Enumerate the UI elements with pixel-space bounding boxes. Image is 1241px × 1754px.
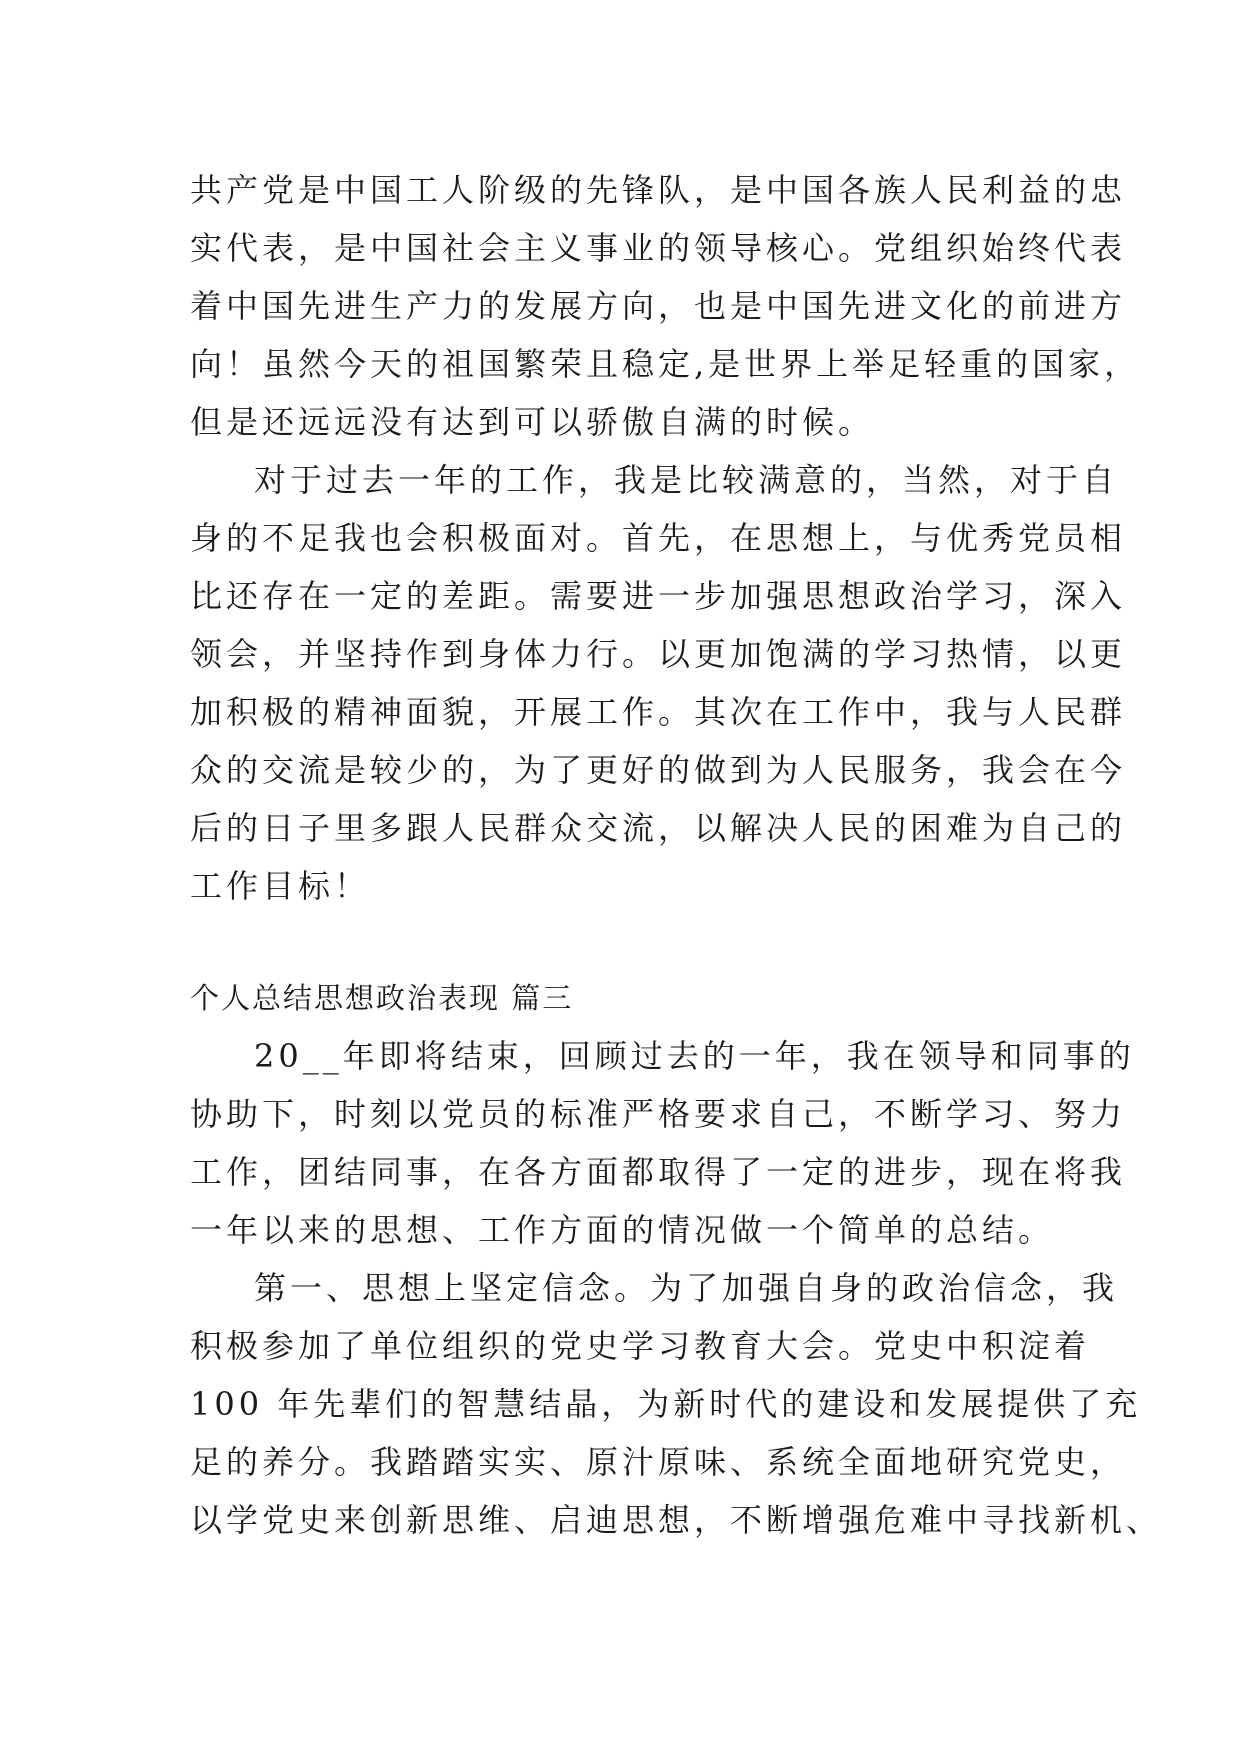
text-line: 加积极的精神面貌，开展工作。其次在工作中，我与人民群 [190,693,1127,731]
text-line: 100 年先辈们的智慧结晶，为新时代的建设和发展提供了充 [190,1385,1142,1423]
text-line: 以学党史来创新思维、启迪思想，不断增强危难中寻找新机、 [190,1501,1163,1539]
text-line: 比还存在一定的差距。需要进一步加强思想政治学习，深入 [190,577,1127,615]
text-line: 20__年即将结束，回顾过去的一年，我在领导和同事的 [254,1037,1135,1075]
text-line: 向！虽然今天的祖国繁荣且稳定,是世界上举足轻重的国家， [190,345,1141,383]
text-line: 实代表，是中国社会主义事业的领导核心。党组织始终代表 [190,229,1127,267]
text-line: 协助下，时刻以党员的标准严格要求自己，不断学习、努力 [190,1095,1127,1133]
text-line: 后的日子里多跟人民群众交流，以解决人民的困难为自己的 [190,809,1127,847]
text-line: 足的养分。我踏踏实实、原汁原味、系统全面地研究党史， [190,1443,1127,1481]
text-line: 一年以来的思想、工作方面的情况做一个简单的总结。 [190,1211,1055,1249]
text-line: 身的不足我也会积极面对。首先，在思想上，与优秀党员相 [190,519,1127,557]
text-line: 对于过去一年的工作，我是比较满意的，当然，对于自 [254,461,1119,499]
text-line: 工作，团结同事，在各方面都取得了一定的进步，现在将我 [190,1153,1127,1191]
text-line: 积极参加了单位组织的党史学习教育大会。党史中积淀着 [190,1327,1091,1365]
text-line: 着中国先进生产力的发展方向，也是中国先进文化的前进方 [190,287,1127,325]
text-line: 共产党是中国工人阶级的先锋队，是中国各族人民利益的忠 [190,171,1127,209]
section-heading: 个人总结思想政治表现 篇三 [190,981,574,1015]
text-line: 领会，并坚持作到身体力行。以更加饱满的学习热情，以更 [190,635,1127,673]
text-line: 第一、思想上坚定信念。为了加强自身的政治信念，我 [254,1269,1119,1307]
text-line: 但是还远远没有达到可以骄傲自满的时候。 [190,403,875,441]
text-line: 工作目标！ [190,867,371,905]
text-line: 众的交流是较少的，为了更好的做到为人民服务，我会在今 [190,751,1127,789]
